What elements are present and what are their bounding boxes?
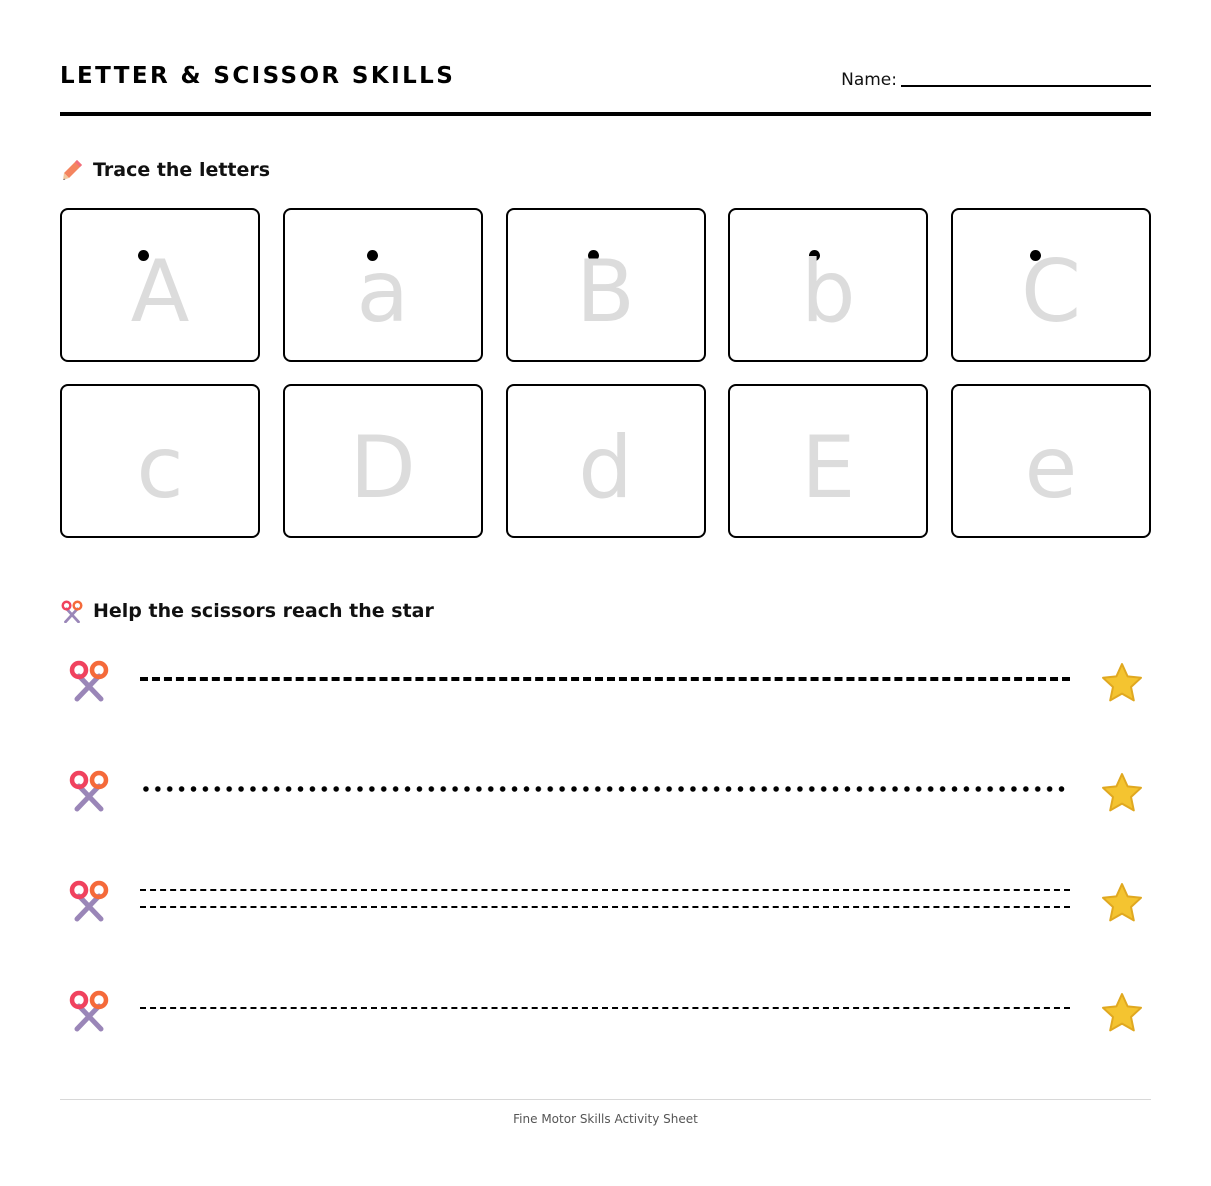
footer xyxy=(60,1099,1151,1126)
cutting-path-row xyxy=(60,655,1151,765)
trace-cell-E[interactable] xyxy=(728,384,928,538)
scissor-section-title: Help the scissors reach the star xyxy=(93,600,434,622)
double-dashed-cut-line-top[interactable] xyxy=(140,889,1070,891)
cutting-path-row xyxy=(60,985,1151,1095)
trace-cell-c[interactable] xyxy=(60,384,260,538)
name-field-group xyxy=(841,70,1151,90)
trace-cell-d[interactable] xyxy=(506,384,706,538)
dotted-cut-line[interactable] xyxy=(140,786,1070,792)
trace-cell-a[interactable] xyxy=(283,208,483,362)
trace-cell-e[interactable] xyxy=(951,384,1151,538)
trace-letter: C xyxy=(1020,242,1082,342)
name-write-line[interactable] xyxy=(901,85,1151,87)
trace-cell-A[interactable] xyxy=(60,208,260,362)
star-icon xyxy=(1100,991,1144,1035)
trace-letter: c xyxy=(136,418,184,518)
scissor-section-heading xyxy=(60,599,434,623)
sheet-header xyxy=(60,60,1151,116)
cutting-path-row xyxy=(60,875,1151,985)
double-dashed-cut-line-bottom[interactable] xyxy=(140,906,1070,908)
star-icon xyxy=(1100,661,1144,705)
trace-cell-b[interactable] xyxy=(728,208,928,362)
trace-letter: a xyxy=(356,242,410,342)
thin-dashed-cut-line[interactable] xyxy=(140,1007,1070,1009)
page-title: LETTER & SCISSOR SKILLS xyxy=(60,63,456,89)
letter-trace-grid xyxy=(60,208,1151,538)
trace-section-title: Trace the letters xyxy=(93,159,271,181)
name-label: Name: xyxy=(841,70,897,90)
star-icon xyxy=(1100,881,1144,925)
footer-text: Fine Motor Skills Activity Sheet xyxy=(513,1112,698,1126)
thick-dashed-cut-line[interactable] xyxy=(140,677,1070,681)
pencil-icon xyxy=(60,158,84,182)
trace-cell-B[interactable] xyxy=(506,208,706,362)
cutting-paths xyxy=(60,655,1151,1095)
trace-letter: E xyxy=(801,418,856,518)
trace-cell-D[interactable] xyxy=(283,384,483,538)
trace-section-heading xyxy=(60,158,270,182)
trace-letter: b xyxy=(800,242,856,342)
scissors-icon xyxy=(67,659,111,703)
scissors-icon xyxy=(67,879,111,923)
scissors-icon xyxy=(67,989,111,1033)
scissors-icon xyxy=(60,599,84,623)
trace-letter: e xyxy=(1024,418,1078,518)
scissors-icon xyxy=(67,769,111,813)
trace-letter: D xyxy=(349,418,416,518)
trace-letter: d xyxy=(578,418,633,518)
cutting-path-row xyxy=(60,765,1151,875)
star-icon xyxy=(1100,771,1144,815)
trace-cell-C[interactable] xyxy=(951,208,1151,362)
trace-letter: B xyxy=(576,242,635,342)
trace-letter: A xyxy=(130,242,190,342)
